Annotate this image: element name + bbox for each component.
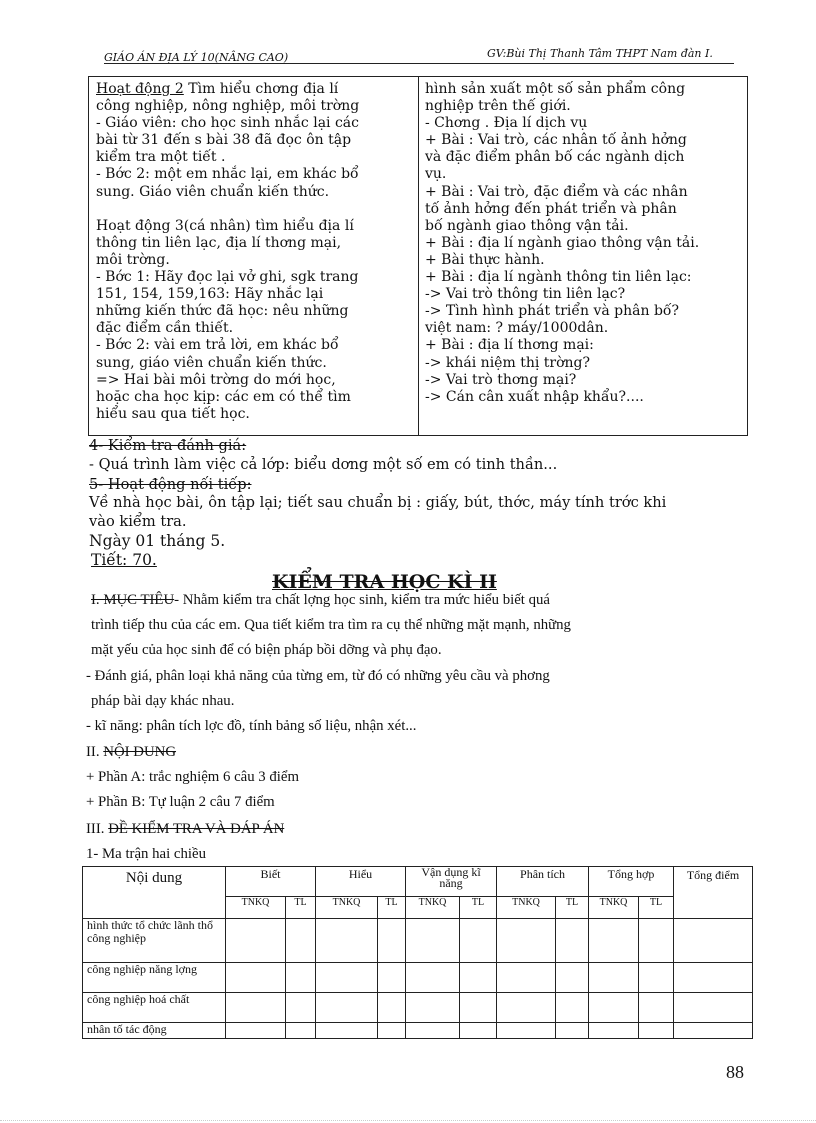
activity-line: hoặc cha học kịp: các em có thể tìm bbox=[96, 388, 351, 405]
objectives-line: - Nhằm kiểm tra chất lợng học sinh, kiểm tra mức hiểu biết quá bbox=[174, 592, 550, 608]
activity-table bbox=[88, 76, 748, 436]
activity-line: -> Tình hình phát triển và phân bố? bbox=[425, 303, 679, 320]
activity-line: + Bài : địa lí thơng mại: bbox=[425, 337, 594, 354]
content-heading: NỘI DUNG bbox=[103, 744, 177, 760]
header-rule bbox=[104, 63, 734, 64]
content-number: II. bbox=[86, 744, 104, 760]
header-total: Tổng điểm bbox=[674, 867, 753, 919]
objectives-line: mặt yếu của học sinh để có biện pháp bồi dỡng và phụ đạo. bbox=[91, 642, 442, 658]
part-b: + Phần B: Tự luận 2 câu 7 điểm bbox=[86, 794, 275, 810]
activity-line: - Chơng . Địa lí dịch vụ bbox=[425, 115, 588, 132]
activity-line: => Hai bài môi trờng do mới học, bbox=[96, 371, 336, 388]
exam-heading-line bbox=[86, 817, 284, 842]
activity-line: - Giáo viên: cho học sinh nhắc lại các bbox=[96, 115, 359, 132]
activity-line: - Bớc 2: một em nhắc lại, em khác bổ bbox=[96, 166, 359, 183]
header-group: Biết bbox=[226, 867, 316, 897]
activity-line: việt nam: ? máy/1000dân. bbox=[425, 320, 609, 337]
activity-line: -> khái niệm thị trờng? bbox=[425, 354, 590, 371]
activity-line: + Bài thực hành. bbox=[425, 251, 545, 268]
activity-line: + Bài : Vai trò, các nhân tố ảnh hởng bbox=[425, 132, 687, 149]
activity-line: kiểm tra một tiết . bbox=[96, 149, 226, 166]
activity-line: - Bớc 1: Hãy đọc lại vở ghi, sgk trang bbox=[96, 269, 359, 286]
lesson-number: Tiết: 70. bbox=[91, 551, 157, 569]
activity-line: - Bớc 2: vài em trả lời, em khác bổ bbox=[96, 337, 339, 354]
objectives-line: pháp bài dạy khác nhau. bbox=[91, 693, 235, 709]
header-group: Hiểu bbox=[316, 867, 406, 897]
activity-line: tố ảnh hởng đến phát triển và phân bbox=[425, 200, 677, 217]
part-a: + Phần A: trắc nghiệm 6 câu 3 điểm bbox=[86, 769, 299, 785]
exam-number: III. bbox=[86, 821, 109, 837]
date-line: Ngày 01 tháng 5. bbox=[89, 532, 226, 550]
subheader: TL bbox=[286, 897, 316, 919]
subheader: TNKQ bbox=[316, 897, 378, 919]
followup-line-2: vào kiểm tra. bbox=[89, 513, 187, 530]
page-title: KIỂM TRA HỌC KÌ II bbox=[272, 571, 497, 593]
activity-line: vụ. bbox=[425, 166, 447, 183]
header-group: Vận dụng kĩ năng bbox=[406, 867, 497, 897]
exam-heading: ĐỀ KIỂM TRA VÀ ĐÁP ÁN bbox=[108, 821, 285, 837]
activity-line: bố ngành giao thông vận tải. bbox=[425, 217, 629, 234]
header-content: Nội dung bbox=[83, 867, 226, 919]
page-number: 88 bbox=[726, 1062, 744, 1082]
subheader: TL bbox=[378, 897, 406, 919]
objectives-line: - Đánh giá, phân loại khả năng của từng em, từ đó có những yêu cầu và phơng bbox=[86, 668, 550, 684]
subheader: TNKQ bbox=[589, 897, 639, 919]
assessment-matrix bbox=[82, 866, 753, 1039]
followup-heading: 5- Hoạt động nối tiếp: bbox=[89, 476, 252, 493]
table-row bbox=[83, 993, 753, 1023]
header-group: Phân tích bbox=[497, 867, 589, 897]
activity-line: + Bài : địa lí ngành thông tin liên lạc: bbox=[425, 269, 692, 286]
activity-line: Hoạt động 2 Tìm hiểu chơng địa lí bbox=[96, 81, 339, 97]
eval-text: - Quá trình làm việc cả lớp: biểu dơng một số em có tinh thần... bbox=[89, 456, 558, 473]
header-left: GIÁO ÁN ĐỊA LÝ 10(NÂNG CAO) bbox=[104, 51, 289, 64]
activity-line: hiểu sau qua tiết học. bbox=[96, 405, 250, 422]
objectives-first-line bbox=[91, 588, 550, 613]
subheader: TL bbox=[460, 897, 497, 919]
activity-line: công nghiệp, nông nghiệp, môi trờng bbox=[96, 98, 360, 115]
activity-line: bài từ 31 đến s bài 38 đã đọc ôn tập bbox=[96, 132, 352, 149]
footer-divider bbox=[0, 1120, 816, 1121]
activity-right-column bbox=[425, 81, 699, 406]
activity-left-column bbox=[96, 81, 359, 423]
activity-line: những kiến thức đã học: nêu những bbox=[96, 303, 349, 320]
objectives-line: trình tiếp thu của các em. Qua tiết kiểm tra tìm ra cụ thể những mặt mạnh, những bbox=[91, 617, 571, 633]
table-row bbox=[83, 919, 753, 963]
activity-line: -> Vai trò thông tin liên lạc? bbox=[425, 286, 626, 303]
activity-line: -> Vai trò thơng mại? bbox=[425, 371, 577, 388]
subheader: TNKQ bbox=[497, 897, 556, 919]
header-group: Tổng hợp bbox=[589, 867, 674, 897]
activity-line: thông tin liên lạc, địa lí thơng mại, bbox=[96, 234, 342, 251]
activity-line: và đặc điểm phân bố các ngành dịch bbox=[425, 149, 685, 166]
activity-line: + Bài : địa lí ngành giao thông vận tải. bbox=[425, 234, 700, 251]
matrix-title: 1- Ma trận hai chiều bbox=[86, 846, 206, 862]
followup-line-1: Về nhà học bài, ôn tập lại; tiết sau chuẩn bị : giấy, bút, thớc, máy tính trớc khi bbox=[89, 494, 667, 511]
table-row bbox=[83, 1023, 753, 1039]
activity-line: sung, giáo viên chuẩn kiến thức. bbox=[96, 354, 327, 371]
activity-line: -> Cán cân xuất nhập khẩu?.... bbox=[425, 388, 644, 405]
header-right: GV:Bùi Thị Thanh Tâm THPT Nam đàn I. bbox=[487, 47, 713, 60]
subheader: TL bbox=[639, 897, 674, 919]
row-label: công nghiệp năng lợng bbox=[83, 963, 226, 993]
activity-2-label: Hoạt động 2 bbox=[96, 81, 184, 97]
content-heading-line bbox=[86, 740, 176, 765]
activity-line: Hoạt động 3(cá nhân) tìm hiểu địa lí bbox=[96, 217, 354, 234]
activity-line: môi trờng. bbox=[96, 251, 170, 268]
activity-line: + Bài : Vai trò, đặc điểm và các nhân bbox=[425, 183, 688, 200]
eval-heading: 4- Kiểm tra đánh giá: bbox=[89, 437, 247, 454]
activity-line: 151, 154, 159,163: Hãy nhắc lại bbox=[96, 286, 324, 303]
table-row bbox=[83, 963, 753, 993]
objectives-line: - kĩ năng: phân tích lợc đồ, tính bảng số liệu, nhận xét... bbox=[86, 718, 417, 734]
subheader: TNKQ bbox=[406, 897, 460, 919]
activity-line bbox=[96, 201, 359, 218]
subheader: TNKQ bbox=[226, 897, 286, 919]
objectives-heading: I. MỤC TIÊU bbox=[91, 592, 175, 608]
activity-line: nghiệp trên thế giới. bbox=[425, 98, 571, 115]
subheader: TL bbox=[556, 897, 589, 919]
row-label: nhân tố tác động bbox=[83, 1023, 226, 1039]
row-label: công nghiệp hoá chất bbox=[83, 993, 226, 1023]
activity-table-divider bbox=[418, 77, 419, 435]
activity-line: sung. Giáo viên chuẩn kiến thức. bbox=[96, 183, 330, 200]
row-label: hình thức tổ chức lãnh thổ công nghiệp bbox=[83, 919, 226, 963]
activity-line: hình sản xuất một số sản phẩm công bbox=[425, 81, 686, 97]
activity-line: đặc điểm cần thiết. bbox=[96, 320, 234, 337]
